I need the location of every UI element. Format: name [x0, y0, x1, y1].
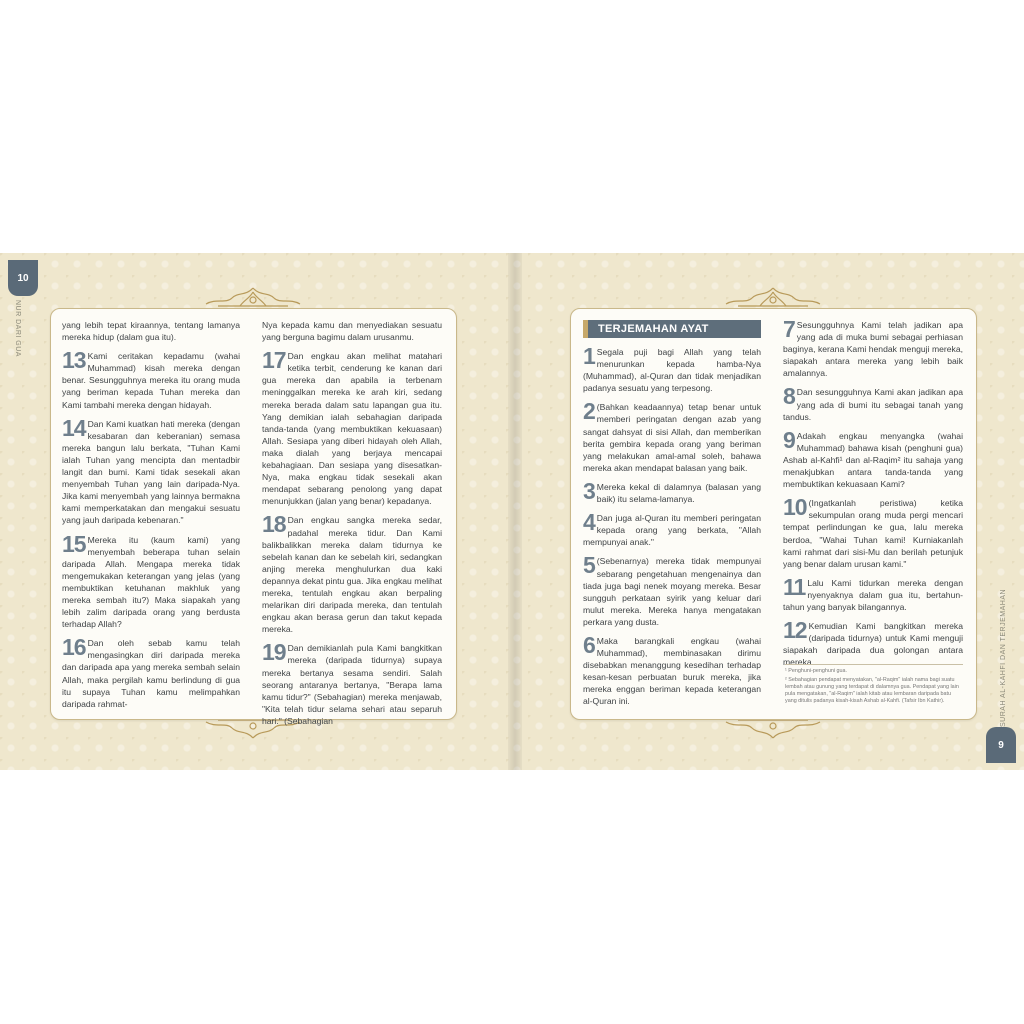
- running-head-left: NUR DARI GUA: [14, 300, 21, 357]
- left-page-panel: [50, 308, 457, 726]
- verse-paragraph: [783, 494, 963, 570]
- verse-number: 1: [583, 343, 595, 369]
- verse-number: 19: [262, 639, 286, 666]
- verse-text: Dan engkau sangka mereka sedar, padahal mereka tidur. Dan Kami balikbalikkan mereka dalam tidurnya ke sebelah kanan dan ke sebelah kiri, sedangkan anjing mereka menghulurkan dua kaki depannya dekat pintu gua. Jika engkau melihat mereka, tentulah engkau akan berpaling melarikan diri daripada mereka, dan tentulah engkau akan berasa gerun dan takut kepada mereka.: [262, 515, 442, 635]
- verse-number: 10: [783, 494, 807, 521]
- verse-text: Dan sesungguhnya Kami akan jadikan apa yang ada di bumi itu sebagai tanah yang tandus.: [783, 387, 963, 422]
- verse-number: 16: [62, 634, 86, 661]
- verse-paragraph: [583, 343, 761, 394]
- verse-paragraph: [783, 617, 963, 668]
- running-head-right: SURAH AL-KAHFI DAN TERJEMAHAN: [1000, 588, 1007, 727]
- verse-number: 14: [62, 414, 86, 441]
- verse-number: 11: [783, 573, 806, 600]
- verse-paragraph: [262, 319, 442, 343]
- verse-text: (Bahkan keadaannya) tetap benar untuk memberi peringatan dengan azab yang sangat dahsyat di sisi Allah, dan memberikan berita gembira kepada orang yang beriman yang melakukan amal-amal soleh, bahawa mereka akan mendapat balasan yang baik.: [583, 402, 761, 473]
- verse-number: 4: [583, 509, 595, 536]
- verse-number: 15: [62, 530, 86, 557]
- page-number-left: 10: [8, 260, 38, 296]
- verse-paragraph: [262, 511, 442, 635]
- verse-text: yang lebih tepat kiraannya, tentang lamanya mereka hidup (dalam gua itu).: [62, 320, 240, 343]
- verse-paragraph: [262, 347, 442, 507]
- right-column-1: [583, 320, 761, 715]
- verse-number: 2: [583, 398, 595, 425]
- verse-number: 13: [62, 347, 86, 374]
- verse-paragraph: [783, 383, 963, 422]
- verse-number: 9: [783, 426, 795, 453]
- verse-paragraph: [783, 573, 963, 613]
- footnote-item: ² Sebahagian pendapat menyatakan, "al-Raqim" ialah nama bagi suatu lembah atau gunung yang terdapat di dalamnya gua. Pendapat yang lain pula mengatakan, "al-Raqim" ialah kitab atau lembaran daripada batu yang ditulis padanya kisah-kisah Ashab al-Kahfi. (Tafsir Ibn Kathir).: [785, 677, 959, 704]
- verse-number: 12: [783, 617, 807, 644]
- verse-text: Dan engkau akan melihat matahari ketika terbit, cenderung ke kanan dari gua mereka dan apabila ia terbenam meninggalkan mereka ke arah kiri, sedang mereka berada dalam satu lapangan gua itu. Yang demikian ialah sebahagian daripada tanda-tanda (yang membuktikan kekuasaan) Allah. Sesiapa yang diberi hidayah oleh Allah, maka dialah yang berjaya mencapai kebahagiaan. Dan sesiapa yang disesatkan-Nya, maka engkau tidak sesekali akan mendapat sebarang penolong yang dapat menunjukkan (jalan yang benar) kepadanya.: [262, 351, 442, 507]
- verse-number: 3: [583, 477, 595, 504]
- right-column-2: [783, 316, 963, 675]
- verse-text: Dan juga al-Quran itu memberi peringatan kepada orang yang berkata, "Allah mempunyai anak.": [583, 513, 761, 548]
- right-page-panel: [570, 308, 977, 720]
- verse-text: Sesungguhnya Kami telah jadikan apa yang ada di muka bumi sebagai perhiasan baginya, kerana Kami hendak menguji mereka, siapakah antara mereka yang lebih baik amalannya.: [783, 320, 963, 379]
- footnotes: [785, 664, 963, 707]
- verse-text: (Sebenarnya) mereka tidak mempunyai sebarang pengetahuan mengenainya dan tiada juga bagi nenek moyang mereka. Besar sungguh perkataan syirik yang keluar dari mulut mereka. Mereka hanya mengatakan perkara yang dusta.: [583, 556, 761, 627]
- verse-number: 6: [583, 631, 595, 658]
- verse-number: 5: [583, 552, 595, 579]
- verse-text: Segala puji bagi Allah yang telah menurunkan kepada hamba-Nya (Muhammad), al-Quran dan tidak menjadikan padanya sesuatu yang terpesong.: [583, 347, 761, 394]
- verse-paragraph: [62, 319, 240, 343]
- verse-text: Dan Kami kuatkan hati mereka (dengan kesabaran dan keberanian) semasa mereka bangun lalu berkata, "Tuhan Kami ialah Tuhan yang mencipta dan mentadbir langit dan bumi. Kami tidak sesekali akan menyembah Tuhan yang lain daripada-Nya. Jika kami menyembah yang lainnya bermakna kami memperkatakan dan mengakui sesuatu yang jauh daripada kebenaran.": [62, 418, 240, 526]
- verse-paragraph: [62, 414, 240, 527]
- footnote-item: ¹ Penghuni-penghuni gua.: [785, 668, 848, 674]
- verse-text: Mereka itu (kaum kami) yang menyembah beberapa tuhan selain daripada Allah. Mengapa mereka tidak mengemukakan keterangan yang jelas (yang membuktikan ketuhanan makhluk yang mereka sembah itu?) Maka siapakah yang lebih zalim daripada orang yang berdusta terhadap Allah?: [62, 534, 240, 630]
- verse-paragraph: [62, 530, 240, 631]
- verse-paragraph: [583, 509, 761, 548]
- verse-text: Maka barangkali engkau (wahai Muhammad), membinasakan dirimu disebabkan menanggung kesedihan terhadap kesan-kesan perbuatan buruk mereka, jika mereka enggan beriman kepada keterangan al-Quran ini.: [583, 635, 761, 707]
- verse-number: 18: [262, 511, 286, 538]
- verse-paragraph: [583, 631, 761, 708]
- verse-paragraph: [783, 426, 963, 490]
- verse-text: Dan demikianlah pula Kami bangkitkan mereka (daripada tidurnya) supaya mereka bertanya sesama sendiri. Salah seorang antaranya bertanya, "Berapa lama kamu tidur?" (Sebahagian) mereka menjawab, "Kita telah tidur selama sehari atau separuh hari." (Sebahagian: [262, 643, 442, 726]
- verse-paragraph: [583, 398, 761, 474]
- verse-text: Nya kepada kamu dan menyediakan sesuatu yang berguna bagimu dalam urusanmu.: [262, 320, 442, 343]
- verse-text: Dan oleh sebab kamu telah mengasingkan diri daripada mereka dan daripada apa yang mereka sembah selain Allah, maka pergilah kamu berlindung di gua itu supaya Tuhan kamu melimpahkan daripada rahmat-: [62, 638, 240, 709]
- verse-number: 8: [783, 383, 795, 410]
- verse-paragraph: [583, 477, 761, 505]
- verse-text: Kemudian Kami bangkitkan mereka (daripada tidurnya) untuk Kami menguji siapakah daripada dua golongan antara mereka: [783, 621, 963, 668]
- book-gutter: [508, 253, 522, 770]
- verse-text: Kami ceritakan kepadamu (wahai Muhammad) kisah mereka dengan benar. Sesungguhnya mereka itu orang muda yang beriman kepada Tuhan mereka dan Kami tambahi mereka dengan hidayah.: [62, 351, 240, 410]
- ornament-right-bottom: [718, 718, 828, 740]
- page-number-right: 9: [986, 727, 1016, 763]
- section-heading: TERJEMAHAN AYAT: [583, 320, 761, 338]
- verse-text: (Ingatkanlah peristiwa) ketika sekumpulan orang muda pergi mencari tempat perlindungan ke gua, lalu mereka berdoa, "Wahai Tuhan kami! Kurniakanlah kami rahmat dari sisi-Mu dan berilah petunjuk yang benar dalam urusan kami.": [783, 498, 963, 569]
- verse-paragraph: [62, 347, 240, 410]
- verse-paragraph: [583, 552, 761, 628]
- verse-paragraph: [783, 316, 963, 379]
- verse-paragraph: [62, 634, 240, 710]
- verse-text: Adakah engkau menyangka (wahai Muhammad) bahawa kisah (penghuni gua) Ashab al-Kahfi¹ dan al-Raqim² itu sahaja yang menakjubkan antara tanda-tanda yang membuktikan kekuasaan Kami?: [783, 430, 963, 490]
- verse-number: 17: [262, 347, 286, 374]
- verse-text: Mereka kekal di dalamnya (balasan yang baik) itu selama-lamanya.: [596, 481, 761, 505]
- verse-paragraph: [262, 639, 442, 727]
- left-column-2: [262, 319, 442, 734]
- left-column-1: [62, 319, 240, 717]
- ornament-right: [718, 286, 828, 308]
- verse-number: 7: [783, 316, 795, 342]
- ornament-left: [198, 286, 308, 308]
- verse-text: Lalu Kami tidurkan mereka dengan nyenyaknya dalam gua itu, bertahun-tahun yang banyak bilangannya.: [783, 577, 963, 612]
